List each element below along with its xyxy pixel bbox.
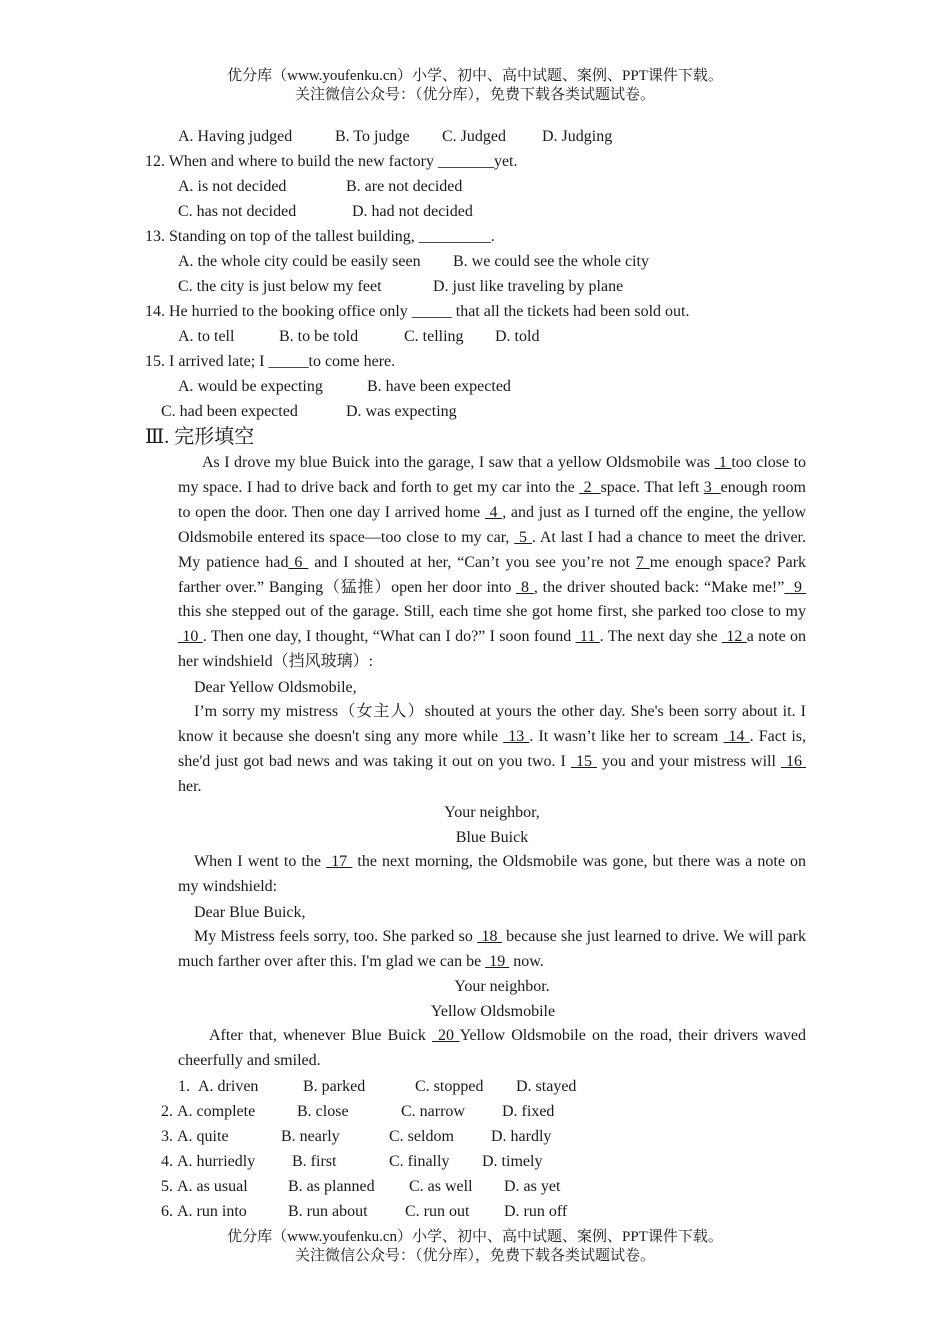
letter-1-closing: Your neighbor, [444, 803, 540, 821]
text-run: and I shouted at her, “Can’t you see you’re not [308, 553, 636, 571]
cloze-paragraph-4 [145, 925, 806, 975]
header-line-1: 优分库（www.youfenku.cn）小学、初中、高中试题、案例、PPT课件下载。 [227, 68, 723, 84]
text-run: this she stepped out of the garage. Still, each time she got home first, she parked too close to my [178, 603, 806, 621]
q15-option-d: D. was expecting [346, 403, 457, 420]
q13-option-d: D. just like traveling by plane [433, 278, 624, 295]
answer-option-d: D. hardly [491, 1128, 552, 1146]
blank-6: 6 [288, 553, 309, 571]
blank-4: 4 [484, 503, 503, 521]
answer-option-c: C. run out [405, 1203, 470, 1221]
text-run: too close to my space. I had to drive back and forth to get my car into the [178, 454, 807, 496]
blank-15: 15 [570, 752, 597, 770]
q12-option-b: B. are not decided [346, 178, 463, 195]
answer-option-d: D. timely [482, 1153, 543, 1171]
answer-option-b: B. first [292, 1153, 337, 1171]
text-run: you and your mistress will [596, 752, 781, 770]
text-run: When I went to the [194, 852, 327, 870]
blank-18: 18 [477, 927, 502, 945]
text-run: enough room to open the door. Then one day I arrived home [178, 478, 806, 521]
blank-14: 14 [723, 728, 750, 746]
letter-2-signature: Yellow Oldsmobile [430, 1003, 556, 1021]
q15-option-a: A. would be expecting [178, 378, 323, 395]
q13-stem: 13. Standing on top of the tallest building, _________. [145, 228, 495, 245]
q12-stem: 12. When and where to build the new factory _______yet. [145, 153, 518, 170]
blank-9: 9 [784, 578, 806, 596]
q15-option-b: B. have been expected [367, 378, 511, 395]
text-run: , the driver shouted back: “Make me!” [533, 578, 785, 596]
q11-option-a: A. Having judged [178, 128, 293, 145]
q12-option-a: A. is not decided [178, 178, 287, 195]
cloze-paragraph-1 [145, 451, 806, 675]
blank-12: 12 [721, 628, 747, 646]
letter-2-closing: Your neighbor. [454, 978, 550, 996]
answer-option-a: A. as usual [177, 1178, 248, 1196]
blank-16: 16 [780, 752, 807, 770]
q11-option-b: B. To judge [335, 128, 410, 145]
q15-stem: 15. I arrived late; I _____to come here. [145, 353, 396, 370]
answer-option-d: D. fixed [502, 1103, 555, 1121]
letter-2-salutation: Dear Blue Buick, [194, 903, 306, 921]
q13-option-b: B. we could see the whole city [453, 253, 649, 270]
page-footer [0, 1228, 950, 1266]
text-run: My Mistress feels sorry, too. She parked so [194, 927, 478, 945]
text-run: me enough space? Park farther over.” Banging（猛推）open her door into [178, 553, 807, 596]
letter-1-salutation: Dear Yellow Oldsmobile, [194, 679, 357, 697]
q15-option-c: C. had been expected [161, 403, 298, 420]
answer-option-c: C. stopped [415, 1078, 484, 1096]
section-title: Ⅲ. 完形填空 [145, 426, 255, 448]
answer-option-b: B. close [297, 1103, 349, 1121]
answer-option-c: C. narrow [401, 1103, 465, 1121]
text-run: the next morning, the Oldsmobile was gone, but there was a note on my windshield: [178, 852, 807, 895]
answer-option-a: A. driven [198, 1078, 259, 1096]
answer-option-b: B. nearly [281, 1128, 340, 1146]
text-run: now. [509, 952, 544, 970]
footer-line-2: 关注微信公众号：（优分库），免费下载各类试题试卷。 [294, 1248, 655, 1264]
q13-options-row2 [145, 274, 806, 299]
q15-options-row2 [145, 399, 806, 424]
cloze-paragraph-2 [145, 700, 806, 800]
blank-2: 2 [579, 478, 601, 496]
answer-row-3 [145, 1124, 806, 1149]
text-run: . At last I had a chance to meet the driver. My patience had [178, 528, 806, 571]
q12-option-d: D. had not decided [352, 203, 473, 220]
q14-option-a: A. to tell [178, 328, 235, 345]
answer-number: 4. [161, 1153, 173, 1171]
blank-10: 10 [178, 628, 203, 646]
answer-row-4 [145, 1149, 806, 1174]
blank-7: 7 [635, 553, 650, 571]
blank-19: 19 [485, 952, 510, 970]
text-run: I’m sorry my mistress（女主人）shouted at yours the other day. She's been sorry about it. I know it because she doesn't sing any more while [178, 703, 806, 746]
answer-row-2 [145, 1099, 806, 1124]
answer-option-a: A. quite [177, 1128, 229, 1146]
footer-line-1: 优分库（www.youfenku.cn）小学、初中、高中试题、案例、PPT课件下载。 [227, 1229, 723, 1245]
q12-options-row1 [145, 174, 806, 199]
q14-stem: 14. He hurried to the booking office only _____ that all the tickets had been sold out. [145, 303, 690, 320]
answer-option-c: C. as well [409, 1178, 473, 1196]
answer-row-1 [145, 1074, 806, 1099]
q14-options [145, 324, 806, 349]
answer-option-b: B. parked [303, 1078, 366, 1096]
answer-number: 3. [161, 1128, 173, 1146]
q11-options [145, 124, 806, 149]
cloze-paragraph-3 [145, 850, 806, 900]
text-run: , and just as I turned off the engine, the yellow Oldsmobile entered its space—too close to my car, [178, 503, 807, 546]
text-run: As I drove my blue Buick into the garage, I saw that a yellow Oldsmobile was [202, 454, 715, 471]
answer-number: 5. [161, 1178, 173, 1196]
answer-option-a: A. complete [177, 1103, 256, 1121]
q12-options-row2 [145, 199, 806, 224]
text-run: a note on her windshield（挡风玻璃）: [178, 628, 807, 671]
text-run: After that, whenever Blue Buick [209, 1027, 432, 1045]
page-content [145, 124, 806, 1224]
letter-1-signature: Blue Buick [455, 828, 529, 846]
text-run: Yellow Oldsmobile on the road, their drivers waved cheerfully and smiled. [178, 1027, 807, 1070]
text-run: . The next day she [599, 628, 722, 646]
text-run: her. [178, 777, 202, 795]
answer-option-c: C. seldom [389, 1128, 454, 1146]
q14-option-b: B. to be told [279, 328, 359, 345]
answer-option-a: A. run into [177, 1203, 247, 1221]
answer-option-b: B. as planned [288, 1178, 375, 1196]
q13-option-c: C. the city is just below my feet [178, 278, 382, 295]
q14-option-d: D. told [495, 328, 540, 345]
answer-number: 2. [161, 1103, 173, 1121]
blank-3: 3 [703, 478, 721, 496]
answer-row-6 [145, 1199, 806, 1224]
text-run: . It wasn’t like her to scream [529, 728, 724, 746]
header-line-2: 关注微信公众号：（优分库），免费下载各类试题试卷。 [294, 87, 655, 103]
q11-option-d: D. Judging [542, 128, 613, 145]
q13-option-a: A. the whole city could be easily seen [178, 253, 421, 270]
answer-option-d: D. stayed [516, 1078, 577, 1096]
text-run: . Then one day, I thought, “What can I do?” I soon found [202, 628, 576, 646]
answer-number: 6. [161, 1203, 173, 1221]
text-run: space. That left [600, 478, 704, 496]
answer-option-d: D. run off [504, 1203, 568, 1221]
cloze-paragraph-5 [145, 1024, 806, 1074]
answer-option-d: D. as yet [504, 1178, 561, 1196]
blank-13: 13 [503, 728, 530, 746]
page-header [0, 67, 950, 105]
blank-1: 1 [714, 454, 732, 471]
answer-number: 1. [178, 1078, 190, 1096]
blank-17: 17 [326, 852, 353, 870]
text-run: . Fact is, she'd just got bad news and was taking it out on you two. I [178, 728, 807, 770]
q13-options-row1 [145, 249, 806, 274]
blank-11: 11 [575, 628, 600, 646]
blank-5: 5 [514, 528, 532, 546]
answer-option-a: A. hurriedly [177, 1153, 256, 1171]
blank-20: 20 [431, 1027, 460, 1045]
q12-option-c: C. has not decided [178, 203, 297, 220]
q11-option-c: C. Judged [442, 128, 506, 145]
answer-row-5 [145, 1174, 806, 1199]
blank-8: 8 [516, 578, 534, 596]
answer-option-b: B. run about [288, 1203, 368, 1221]
q14-option-c: C. telling [404, 328, 464, 345]
text-run: because she just learned to drive. We will park much farther over after this. I'm glad we can be [178, 927, 807, 970]
q15-options-row1 [145, 374, 806, 399]
answer-option-c: C. finally [389, 1153, 450, 1171]
